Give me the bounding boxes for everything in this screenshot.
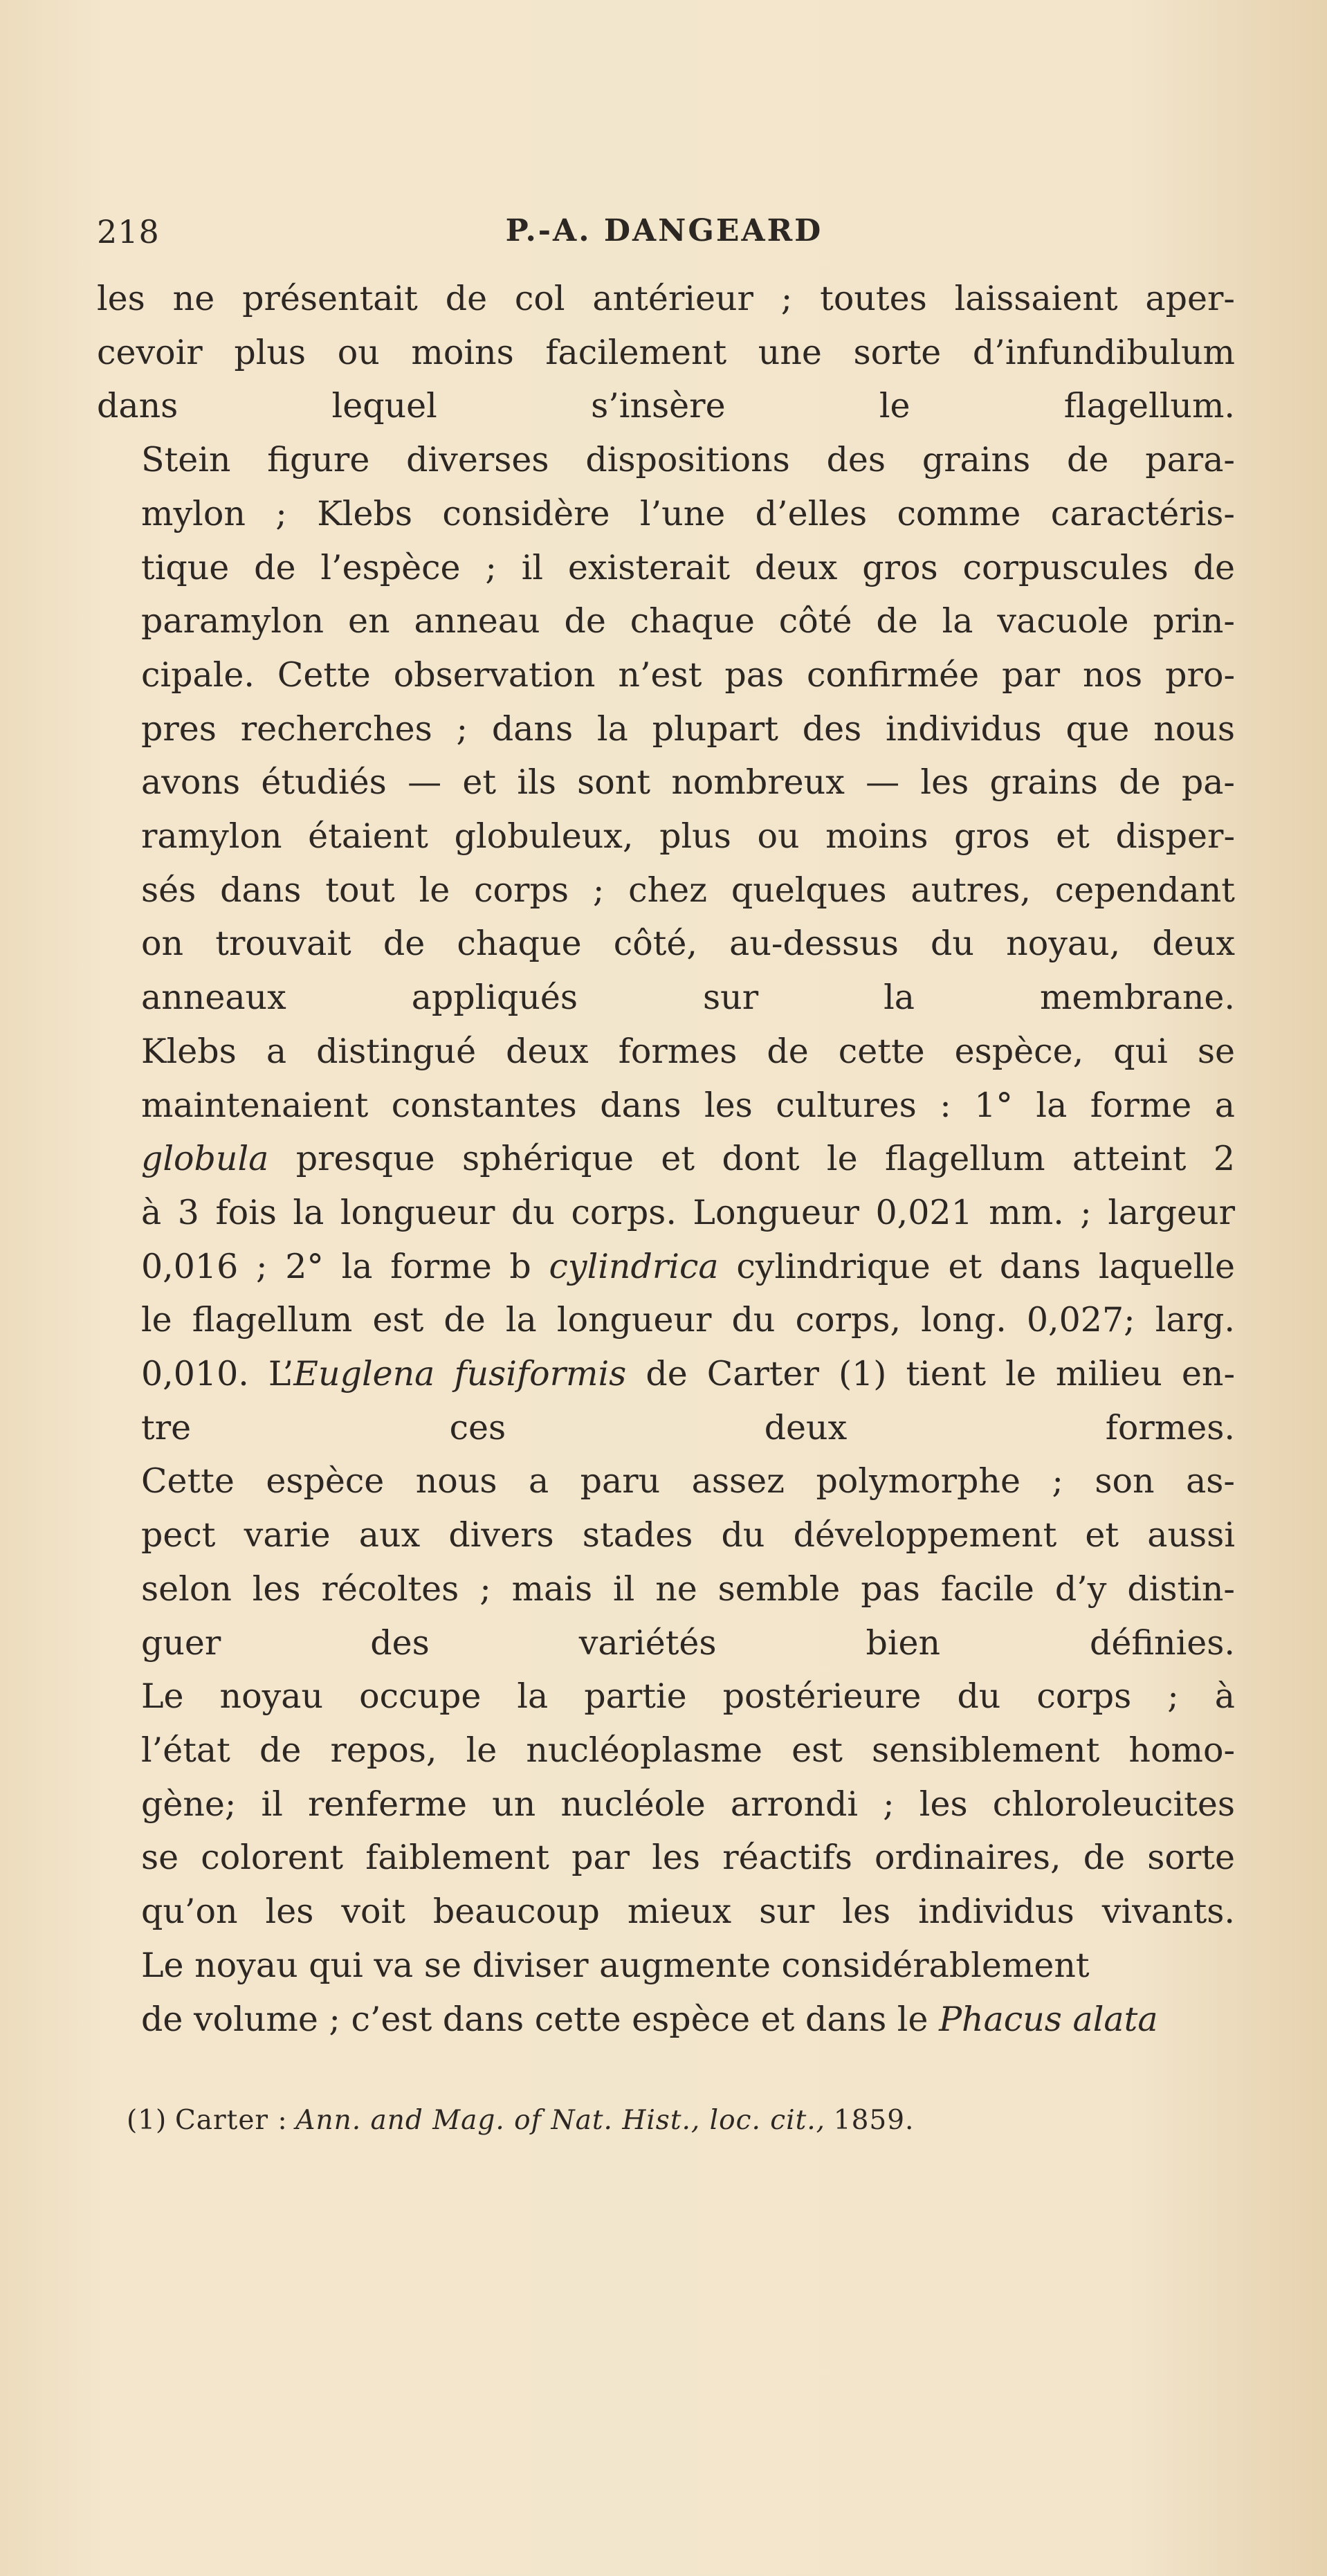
text-line: de volume ; c’est dans cette espèce et dans le Phacus alata — [141, 1999, 1158, 2039]
text-line: le flagellum est de la longueur du corps, long. 0,027; larg. — [141, 1300, 1235, 1340]
text-line: guer des variétés bien définies. — [141, 1623, 1235, 1663]
text-line: cevoir plus ou moins facilement une sorte d’infundibulum — [97, 332, 1235, 372]
text-line: gène; il renferme un nucléole arrondi ; les chloroleucites — [141, 1784, 1235, 1824]
text-line: pect varie aux divers stades du développement et aussi — [141, 1515, 1235, 1555]
text-line: avons étudiés — et ils sont nombreux — les grains de pa- — [141, 762, 1235, 803]
footnote-author: Carter : — [174, 2105, 288, 2136]
footnote — [127, 2102, 1234, 2139]
text-line: à 3 fois la longueur du corps. Longueur 0,021 mm. ; largeur — [141, 1192, 1235, 1232]
text-line: on trouvait de chaque côté, au-dessus du noyau, deux — [141, 924, 1235, 964]
text-line: sés dans tout le corps ; chez quelques autres, cependant — [141, 870, 1235, 910]
text-line: Le noyau qui va se diviser augmente considérablement — [141, 1945, 1090, 1985]
text-line: dans lequel s’insère le flagellum. — [97, 386, 1235, 426]
text-line: se colorent faiblement par les réactifs ordinaires, de sorte — [141, 1838, 1235, 1878]
text-line: cipale. Cette observation n’est pas confirmée par nos pro- — [141, 655, 1235, 695]
footnote-marker: (1) — [127, 2105, 167, 2136]
text-line: selon les récoltes ; mais il ne semble pas facile d’y distin- — [141, 1569, 1235, 1609]
text-line: anneaux appliqués sur la membrane. — [141, 978, 1235, 1018]
text-line: 0,016 ; 2° la forme b cylindrica cylindrique et dans laquelle — [141, 1246, 1235, 1286]
text-line: Stein figure diverses dispositions des grains de para- — [141, 440, 1235, 480]
text-line: qu’on les voit beaucoup mieux sur les individus vivants. — [141, 1892, 1235, 1932]
text-line: ramylon étaient globuleux, plus ou moins gros et disper- — [141, 816, 1235, 857]
paragraph-4 — [97, 1454, 1235, 1670]
text-line: Cette espèce nous a paru assez polymorphe ; son as- — [141, 1461, 1235, 1501]
footnote-year: 1859. — [833, 2105, 915, 2136]
text-line: l’état de repos, le nucléoplasme est sensiblement homo- — [141, 1730, 1235, 1770]
text-line: pres recherches ; dans la plupart des individus que nous — [141, 709, 1235, 749]
body-text — [97, 272, 1235, 2046]
text-line: globula presque sphérique et dont le flagellum atteint 2 — [141, 1139, 1235, 1179]
page-number: 218 — [97, 213, 160, 250]
paragraph-6 — [97, 1939, 1235, 2046]
footnote-journal: Ann. and Mag. of Nat. Hist., loc. cit., — [295, 2105, 826, 2136]
text-line: tique de l’espèce ; il existerait deux gros corpuscules de — [141, 547, 1235, 587]
text-line: Klebs a distingué deux formes de cette espèce, qui se — [141, 1031, 1235, 1071]
text-line: tre ces deux formes. — [141, 1407, 1235, 1447]
paragraph-3 — [97, 1025, 1235, 1455]
text-line: 0,010. L’Euglena fusiformis de Carter (1) tient le milieu en- — [141, 1354, 1235, 1394]
text-line: paramylon en anneau de chaque côté de la vacuole prin- — [141, 601, 1235, 641]
text-line: mylon ; Klebs considère l’une d’elles comme caractéris- — [141, 493, 1235, 533]
page-header — [97, 213, 1232, 255]
text-line: Le noyau occupe la partie postérieure du corps ; à — [141, 1677, 1235, 1717]
text-line: les ne présentait de col antérieur ; toutes laissaient aper- — [97, 279, 1235, 318]
paragraph-5 — [97, 1670, 1235, 1939]
text-line: maintenaient constantes dans les cultures : 1° la forme a — [141, 1085, 1235, 1125]
running-title: P.-A. DANGEARD — [505, 213, 823, 248]
paragraph-1 — [97, 272, 1235, 433]
paragraph-2 — [97, 433, 1235, 1025]
